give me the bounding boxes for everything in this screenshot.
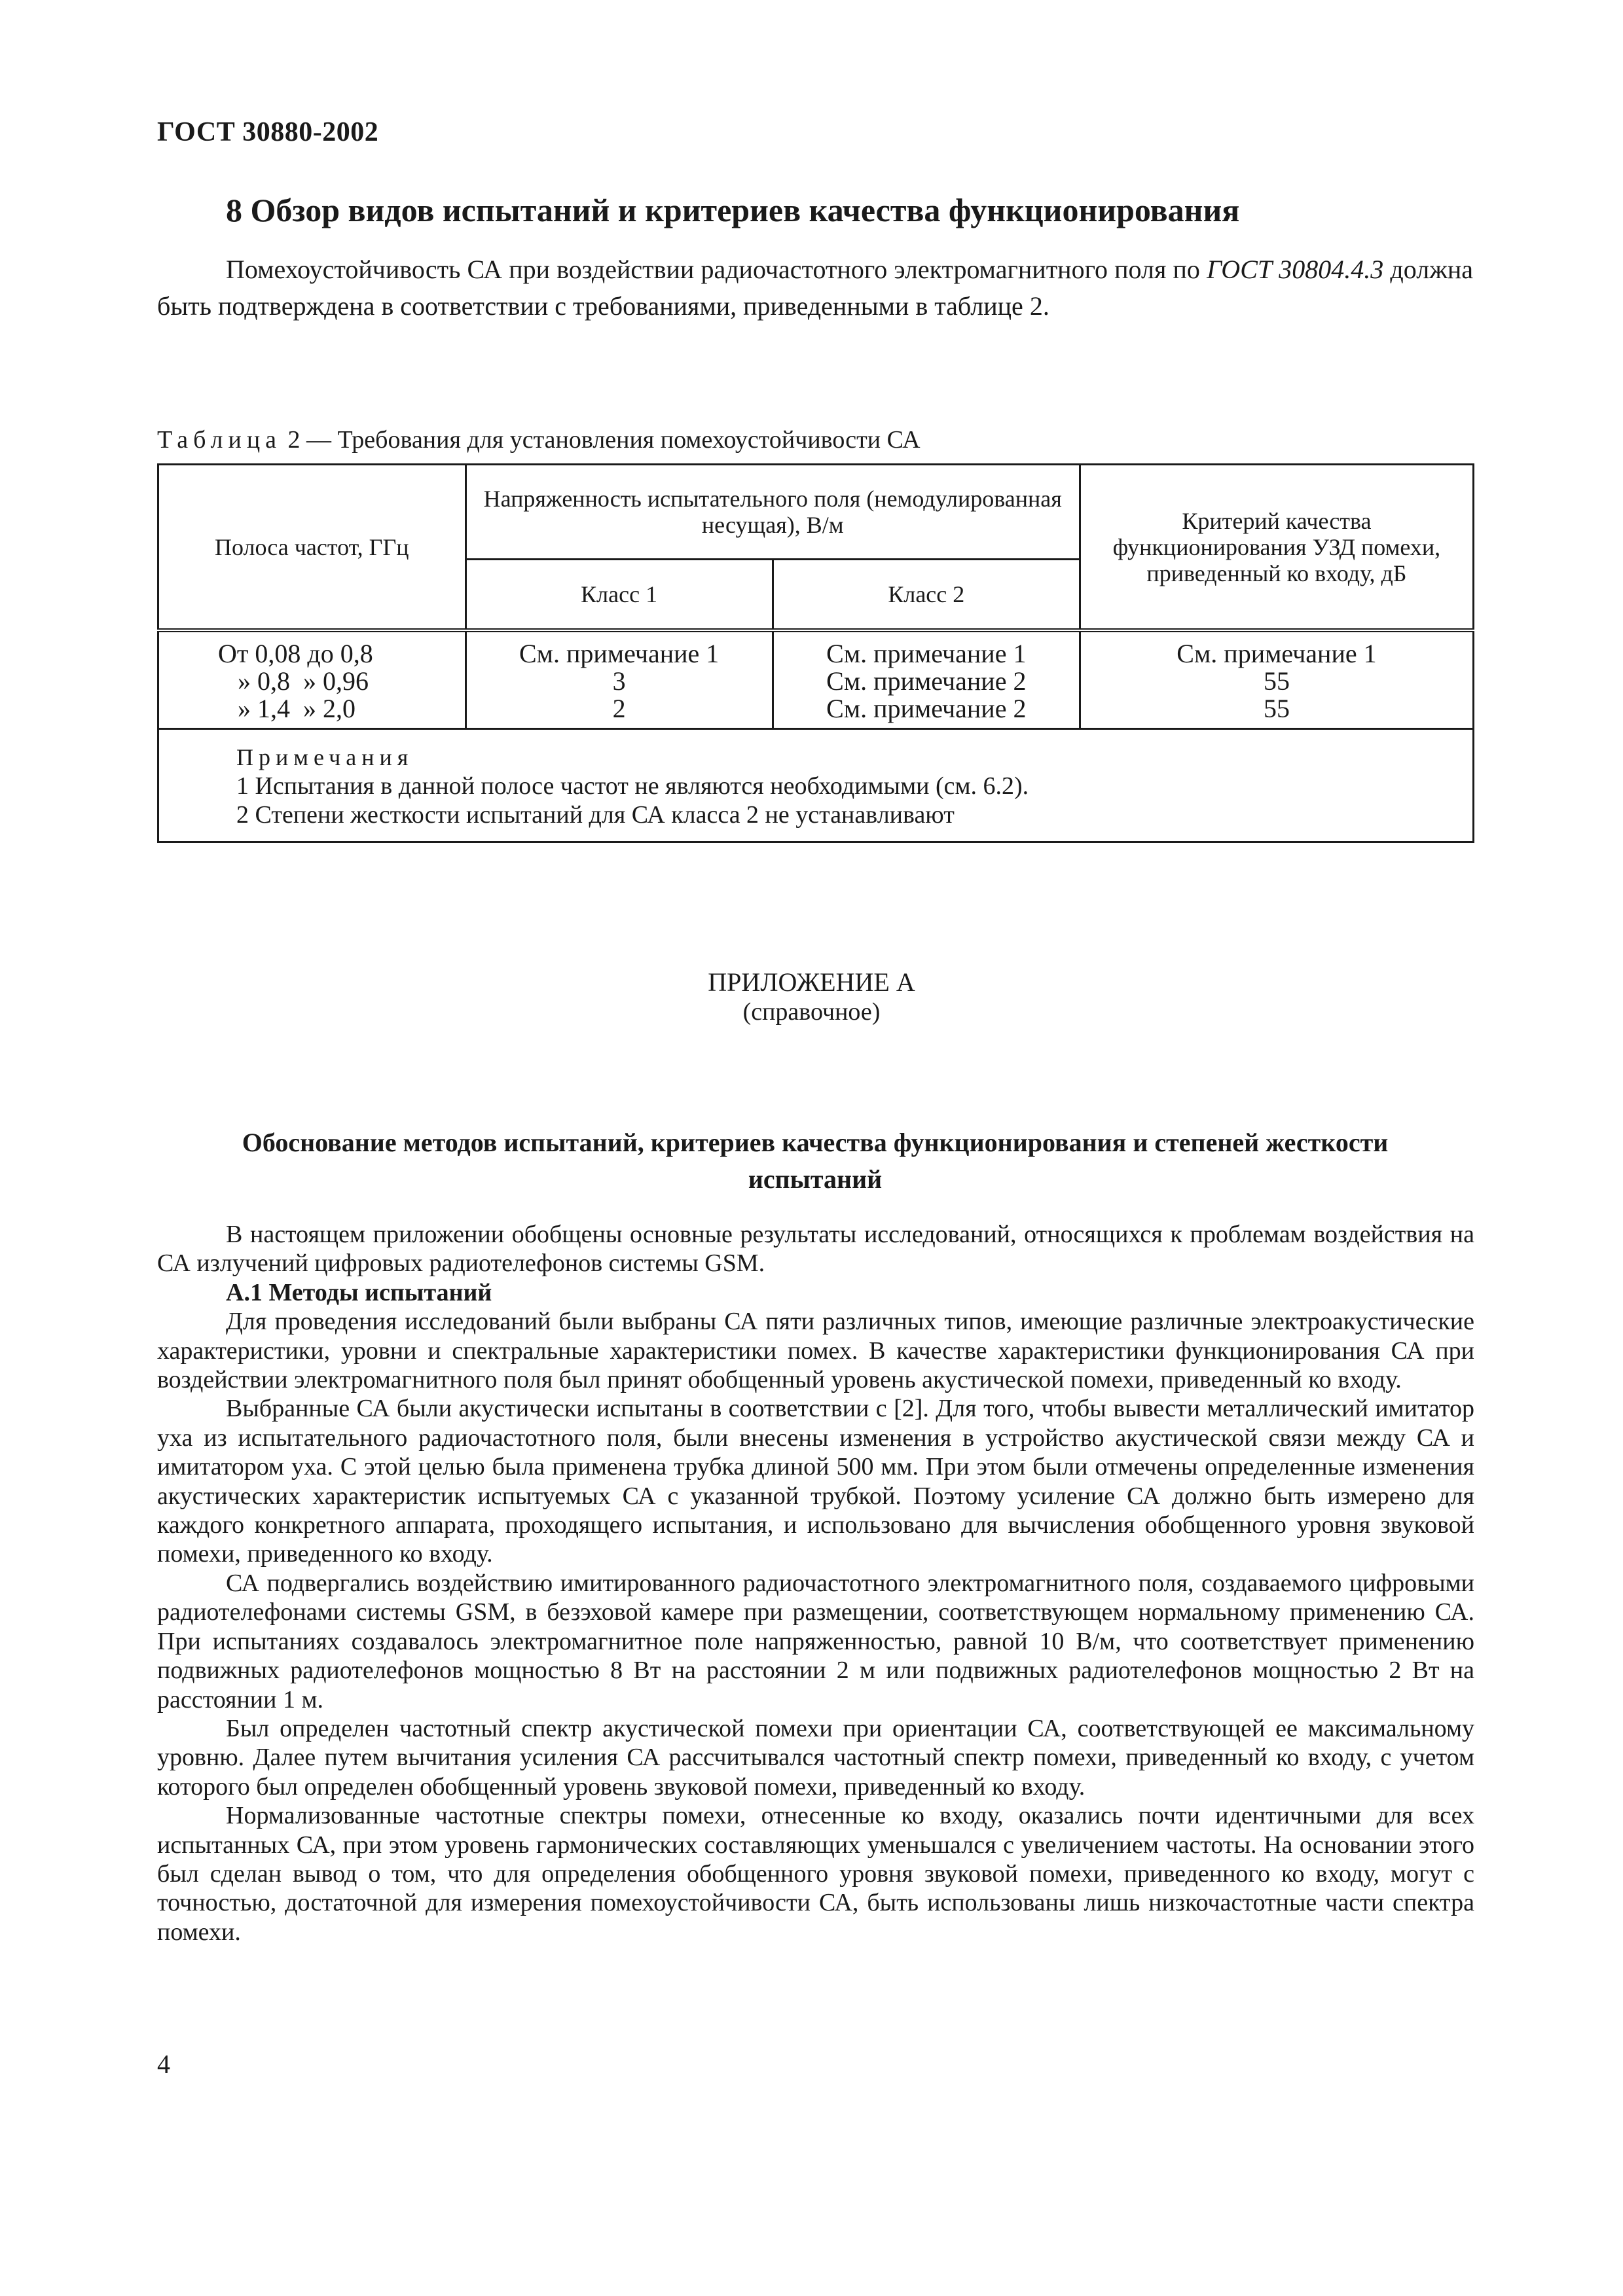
class-2-value: См. примечание 2 xyxy=(826,666,1027,696)
class-2-value: См. примечание 2 xyxy=(826,694,1027,723)
section-8-text-start: Помехоустойчивость СА при воздействии радиочастотного электромагнитного поля по xyxy=(226,255,1207,284)
table-caption-label: Таблица xyxy=(157,426,282,454)
class-1-value: 3 xyxy=(612,666,626,696)
table-notes xyxy=(158,729,1474,842)
standard-reference: ГОСТ 30804.4.3 xyxy=(1207,255,1384,284)
header-class-1: Класс 1 xyxy=(465,560,773,631)
band-value: » 1,4 » 2,0 xyxy=(238,694,356,723)
page-number: 4 xyxy=(157,2049,170,2079)
appendix-label xyxy=(0,967,1623,1026)
appendix-title: ПРИЛОЖЕНИЕ А xyxy=(708,967,915,997)
body-paragraph: СА подвергались воздействию имитированного радиочастотного электромагнитного поля, создаваемого цифровыми радиотелефонами системы GSM, в безэховой камере при размещении, соответствующем нормальному применению СА. При испытаниях создавалось электромагнитное поле напряженностью, равной 10 В/м, что соответствует применению подвижных радиотелефонов мощностью 8 Вт на расстоянии 2 м или подвижных радиотелефонов мощностью 2 Вт на расстоянии 1 м. xyxy=(157,1569,1474,1713)
class-2-column xyxy=(773,630,1080,729)
header-criterion: Критерий качества функционирования УЗД помехи, приведенный ко входу, дБ xyxy=(1080,465,1473,631)
header-field-strength: Напряженность испытательного поля (немодулированная несущая), В/м xyxy=(465,465,1080,560)
criterion-value: См. примечание 1 xyxy=(1176,639,1377,668)
class-1-value: 2 xyxy=(612,694,626,723)
appendix-intro: В настоящем приложении обобщены основные результаты исследований, относящихся к проблемам воздействия на СА излучений цифровых радиотелефонов системы GSM. xyxy=(157,1221,1474,1278)
body-paragraph: Был определен частотный спектр акустической помехи при ориентации СА, соответствующей ее максимальному уровню. Далее путем вычитания усиления СА рассчитывался частотный спектр помехи, приведенный ко входу, с учетом которого был определен обобщенный уровень звуковой помехи, приведенный ко входу. xyxy=(157,1714,1474,1801)
standard-designation: ГОСТ 30880-2002 xyxy=(157,117,379,147)
requirements-table xyxy=(157,463,1474,843)
section-8-text-end: должна быть подтверждена в соответствии с требованиями, приведенными в таблице 2. xyxy=(157,255,1473,321)
criterion-value: 55 xyxy=(1263,694,1290,723)
section-8-paragraph xyxy=(157,251,1473,325)
class-1-column xyxy=(465,630,773,729)
band-value: » 0,8 » 0,96 xyxy=(238,666,369,696)
note-1: 1 Испытания в данной полосе частот не являются необходимыми (см. 6.2). xyxy=(236,772,1029,800)
body-paragraph: Выбранные СА были акустически испытаны в соответствии с [2]. Для того, чтобы вывести металлический имитатор уха из испытательного радиочастотного поля, были внесены изменения в устройство акустической связи между СА и имитатором уха. С этой целью была применена трубка длиной 500 мм. При этом были отмечены определенные изменения акустических характеристик испытуемых СА с указанной трубкой. Поэтому усиление СА должно быть измерено для каждого конкретного аппарата, проходящего испытания, и использовано для вычисления обобщенного уровня звуковой помехи, приведенного ко входу. xyxy=(157,1395,1474,1568)
table-caption-text: 2 — Требования для установления помехоустойчивости СА xyxy=(282,426,921,454)
table-data-row xyxy=(158,630,1474,729)
class-1-value: См. примечание 1 xyxy=(519,639,720,668)
table-caption xyxy=(157,425,921,454)
appendix-heading: Обоснование методов испытаний, критериев качества функционирования и степеней жесткости испытаний xyxy=(242,1128,1389,1194)
subsection-a1-title: А.1 Методы испытаний xyxy=(226,1278,492,1306)
appendix-subtitle: (справочное) xyxy=(742,998,881,1026)
body-paragraph: Нормализованные частотные спектры помехи, отнесенные ко входу, оказались почти идентичными для всех испытанных СА, при этом уровень гармонических составляющих уменьшался с увеличением частоты. На основании этого был сделан вывод о том, что для определения обобщенного уровня звуковой помехи, приведенного ко входу, могут с точностью, достаточной для измерения помехоустойчивости СА, быть использованы лишь низкочастотные части спектра помехи. xyxy=(157,1802,1474,1946)
section-8-heading: 8 Обзор видов испытаний и критериев качества функционирования xyxy=(226,192,1240,228)
notes-title: Примечания xyxy=(236,744,414,770)
appendix-body xyxy=(157,1220,1474,1946)
criterion-column xyxy=(1080,630,1473,729)
class-2-value: См. примечание 1 xyxy=(826,639,1027,668)
criterion-value: 55 xyxy=(1263,666,1290,696)
header-frequency-band: Полоса частот, ГГц xyxy=(158,465,466,631)
note-2: 2 Степени жесткости испытаний для СА класса 2 не устанавливают xyxy=(236,801,955,829)
band-value: От 0,08 до 0,8 xyxy=(218,639,373,668)
header-class-2: Класс 2 xyxy=(773,560,1080,631)
body-paragraph: Для проведения исследований были выбраны СА пяти различных типов, имеющие различные электроакустические характеристики, уровни и спектральные характеристики помех. В качестве характеристики функционирования СА при воздействии электромагнитного поля был принят обобщенный уровень акустической помехи, приведенный ко входу. xyxy=(157,1308,1474,1394)
band-column xyxy=(158,630,466,729)
